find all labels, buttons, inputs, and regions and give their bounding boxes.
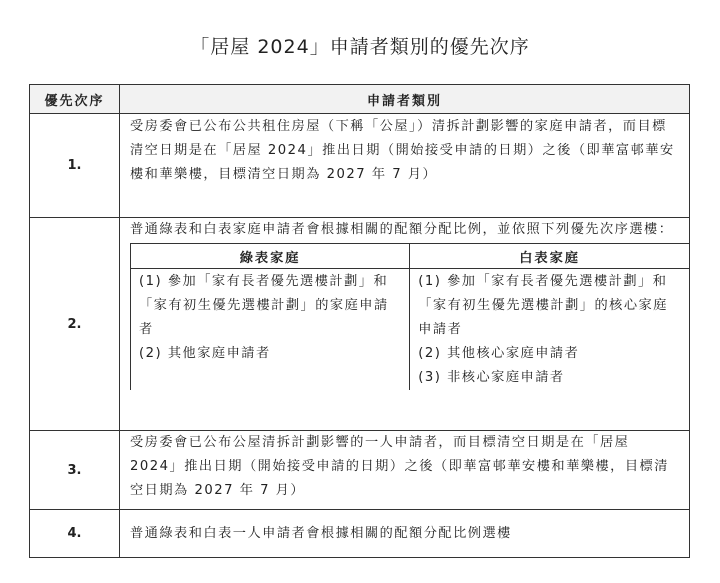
table-row [30, 431, 690, 510]
page-title: 「居屋 2024」申請者類別的優先次序 [190, 36, 530, 58]
table-row [30, 114, 690, 218]
row-text: 普通綠表和白表家庭申請者會根據相關的配額分配比例，並依照下列優先次序選樓： [130, 222, 674, 237]
row-text: 普通綠表和白表一人申請者會根據相關的配額分配比例選樓 [120, 510, 690, 558]
table-header-row [30, 85, 690, 114]
row-number: 1. [30, 114, 120, 218]
white-form-header: 白表家庭 [410, 244, 689, 269]
list-item: (2) 其他家庭申請者 [139, 346, 271, 361]
list-item: (3) 非核心家庭申請者 [418, 370, 565, 385]
sub-table [130, 243, 689, 390]
row-text: 受房委會已公布公屋清拆計劃影響的一人申請者，而目標清空日期是在「居屋 2024」推出日期（開始接受申請的日期）之後（即華富邨華安樓和華樂樓，目標清空日期為 2027 年 7 月） [120, 431, 690, 510]
list-item: (1) 參加「家有長者優先選樓計劃」和「家有初生優先選樓計劃」的核心家庭申請者 [418, 274, 668, 337]
list-item: (2) 其他核心家庭申請者 [418, 346, 580, 361]
table-row [30, 218, 690, 431]
row-number: 2. [30, 218, 120, 431]
priority-table [29, 84, 690, 558]
table-row [30, 510, 690, 558]
row-number: 4. [30, 510, 120, 558]
green-form-header: 綠表家庭 [131, 244, 410, 269]
list-item: (1) 參加「家有長者優先選樓計劃」和「家有初生優先選樓計劃」的家庭申請者 [139, 274, 389, 337]
header-category: 申請者類別 [120, 85, 690, 114]
header-order: 優先次序 [30, 85, 120, 114]
row-text: 受房委會已公布公共租住房屋（下稱「公屋」）清拆計劃影響的家庭申請者，而目標清空日期是在「居屋 2024」推出日期（開始接受申請的日期）之後（即華富邨華安樓和華樂樓，目標清空日期為 2027 年 7 月） [120, 114, 690, 218]
white-form-list [410, 269, 689, 391]
row-content [120, 218, 690, 431]
row-number: 3. [30, 431, 120, 510]
green-form-list [131, 269, 410, 391]
